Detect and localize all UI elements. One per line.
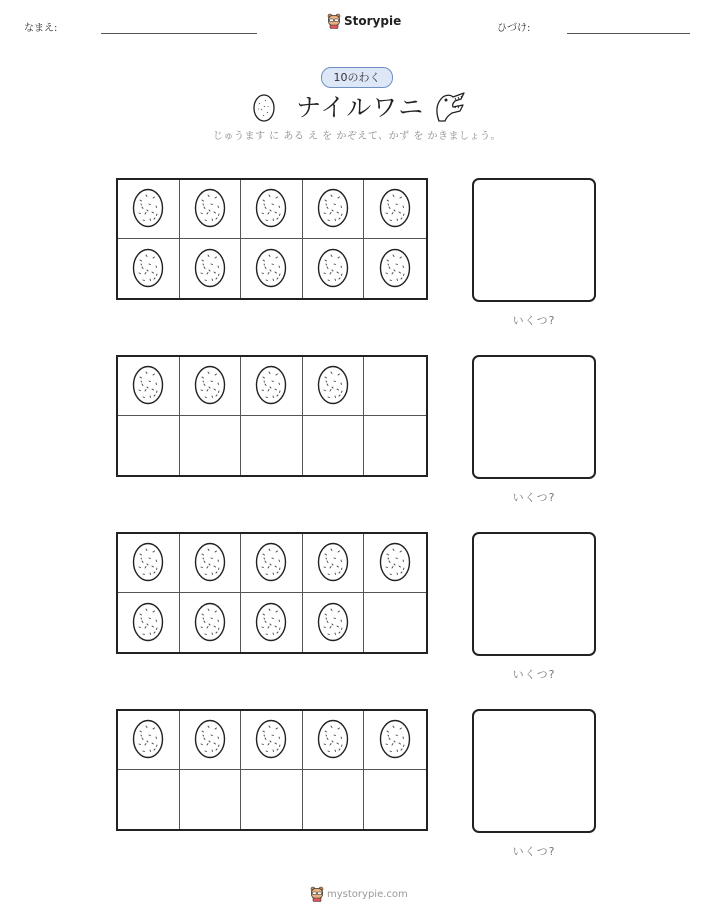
date-field[interactable] [567,33,690,34]
ten-frame-cell [241,239,303,298]
date-label: ひづけ: [497,23,531,34]
egg-icon [378,246,412,292]
answer-box-2[interactable] [472,355,596,479]
egg-icon [131,363,165,409]
ten-frame-cell [180,534,242,593]
ten-frame-cell [118,239,180,298]
egg-icon [131,540,165,586]
ten-frame-cell [303,416,365,475]
egg-icon [378,717,412,763]
ten-frame-cell [303,239,365,298]
ten-frame-cell [303,770,365,829]
storypie-mascot-icon [327,13,341,29]
egg-icon [316,246,350,292]
brand-logo [327,13,401,29]
footer-url: mystorypie.com [327,888,408,900]
instructions: じゅうます に ある え を かぞえて、かず を かきましょう。 [212,131,502,142]
ten-frame-4 [116,709,428,831]
egg-icon [316,186,350,232]
footer [310,886,408,902]
egg-icon [316,600,350,646]
egg-icon [131,600,165,646]
ten-frame-cell [241,534,303,593]
ten-frame-cell [180,593,242,652]
ten-frame-cell [180,711,242,770]
egg-icon [316,540,350,586]
name-label: なまえ: [24,23,58,34]
ten-frame-cell [364,770,426,829]
ten-frame-cell [241,770,303,829]
question-label: いくつ? [512,668,556,681]
ten-frame-cell [303,711,365,770]
egg-icon [254,186,288,232]
egg-icon [193,540,227,586]
ten-frame-cell [303,593,365,652]
question-label: いくつ? [512,491,556,504]
egg-icon [193,717,227,763]
ten-frame-1 [116,178,428,300]
ten-frame-cell [180,180,242,239]
ten-frame-3 [116,532,428,654]
ten-frame-cell [364,711,426,770]
ten-frame-cell [180,357,242,416]
ten-frame-cell [180,770,242,829]
ten-frame-cell [118,534,180,593]
ten-frame-cell [180,416,242,475]
ten-frame-cell [118,416,180,475]
egg-icon [193,186,227,232]
ten-frame-cell [364,593,426,652]
ten-frame-cell [364,357,426,416]
ten-frame-cell [364,534,426,593]
question-label: いくつ? [512,845,556,858]
name-field[interactable] [101,33,257,34]
ten-frame-cell [241,180,303,239]
ten-frame-cell [303,534,365,593]
egg-icon [193,363,227,409]
ten-frame-cell [118,180,180,239]
ten-frame-2 [116,355,428,477]
egg-icon [193,246,227,292]
egg-icon [252,92,276,122]
egg-icon [254,540,288,586]
egg-icon [254,363,288,409]
answer-box-3[interactable] [472,532,596,656]
ten-frame-cell [241,711,303,770]
egg-icon [254,600,288,646]
page-title: ナイルワニ [296,93,425,122]
egg-icon [378,540,412,586]
ten-frame-cell [364,416,426,475]
storypie-mascot-icon [310,886,324,902]
egg-icon [316,363,350,409]
answer-box-4[interactable] [472,709,596,833]
crocodile-icon [433,91,467,123]
ten-frame-cell [118,711,180,770]
egg-icon [131,186,165,232]
egg-icon [131,717,165,763]
question-label: いくつ? [512,314,556,327]
ten-frame-cell [241,416,303,475]
ten-frame-cell [118,770,180,829]
egg-icon [316,717,350,763]
egg-icon [254,246,288,292]
ten-frame-cell [241,593,303,652]
ten-frame-cell [364,180,426,239]
ten-frame-badge: 10のわく [321,67,393,88]
egg-icon [193,600,227,646]
ten-frame-cell [364,239,426,298]
ten-frame-cell [118,357,180,416]
answer-box-1[interactable] [472,178,596,302]
ten-frame-cell [241,357,303,416]
egg-icon [378,186,412,232]
ten-frame-cell [303,180,365,239]
egg-icon [254,717,288,763]
brand-name: Storypie [344,14,402,28]
ten-frame-cell [118,593,180,652]
egg-icon [131,246,165,292]
ten-frame-cell [180,239,242,298]
ten-frame-cell [303,357,365,416]
